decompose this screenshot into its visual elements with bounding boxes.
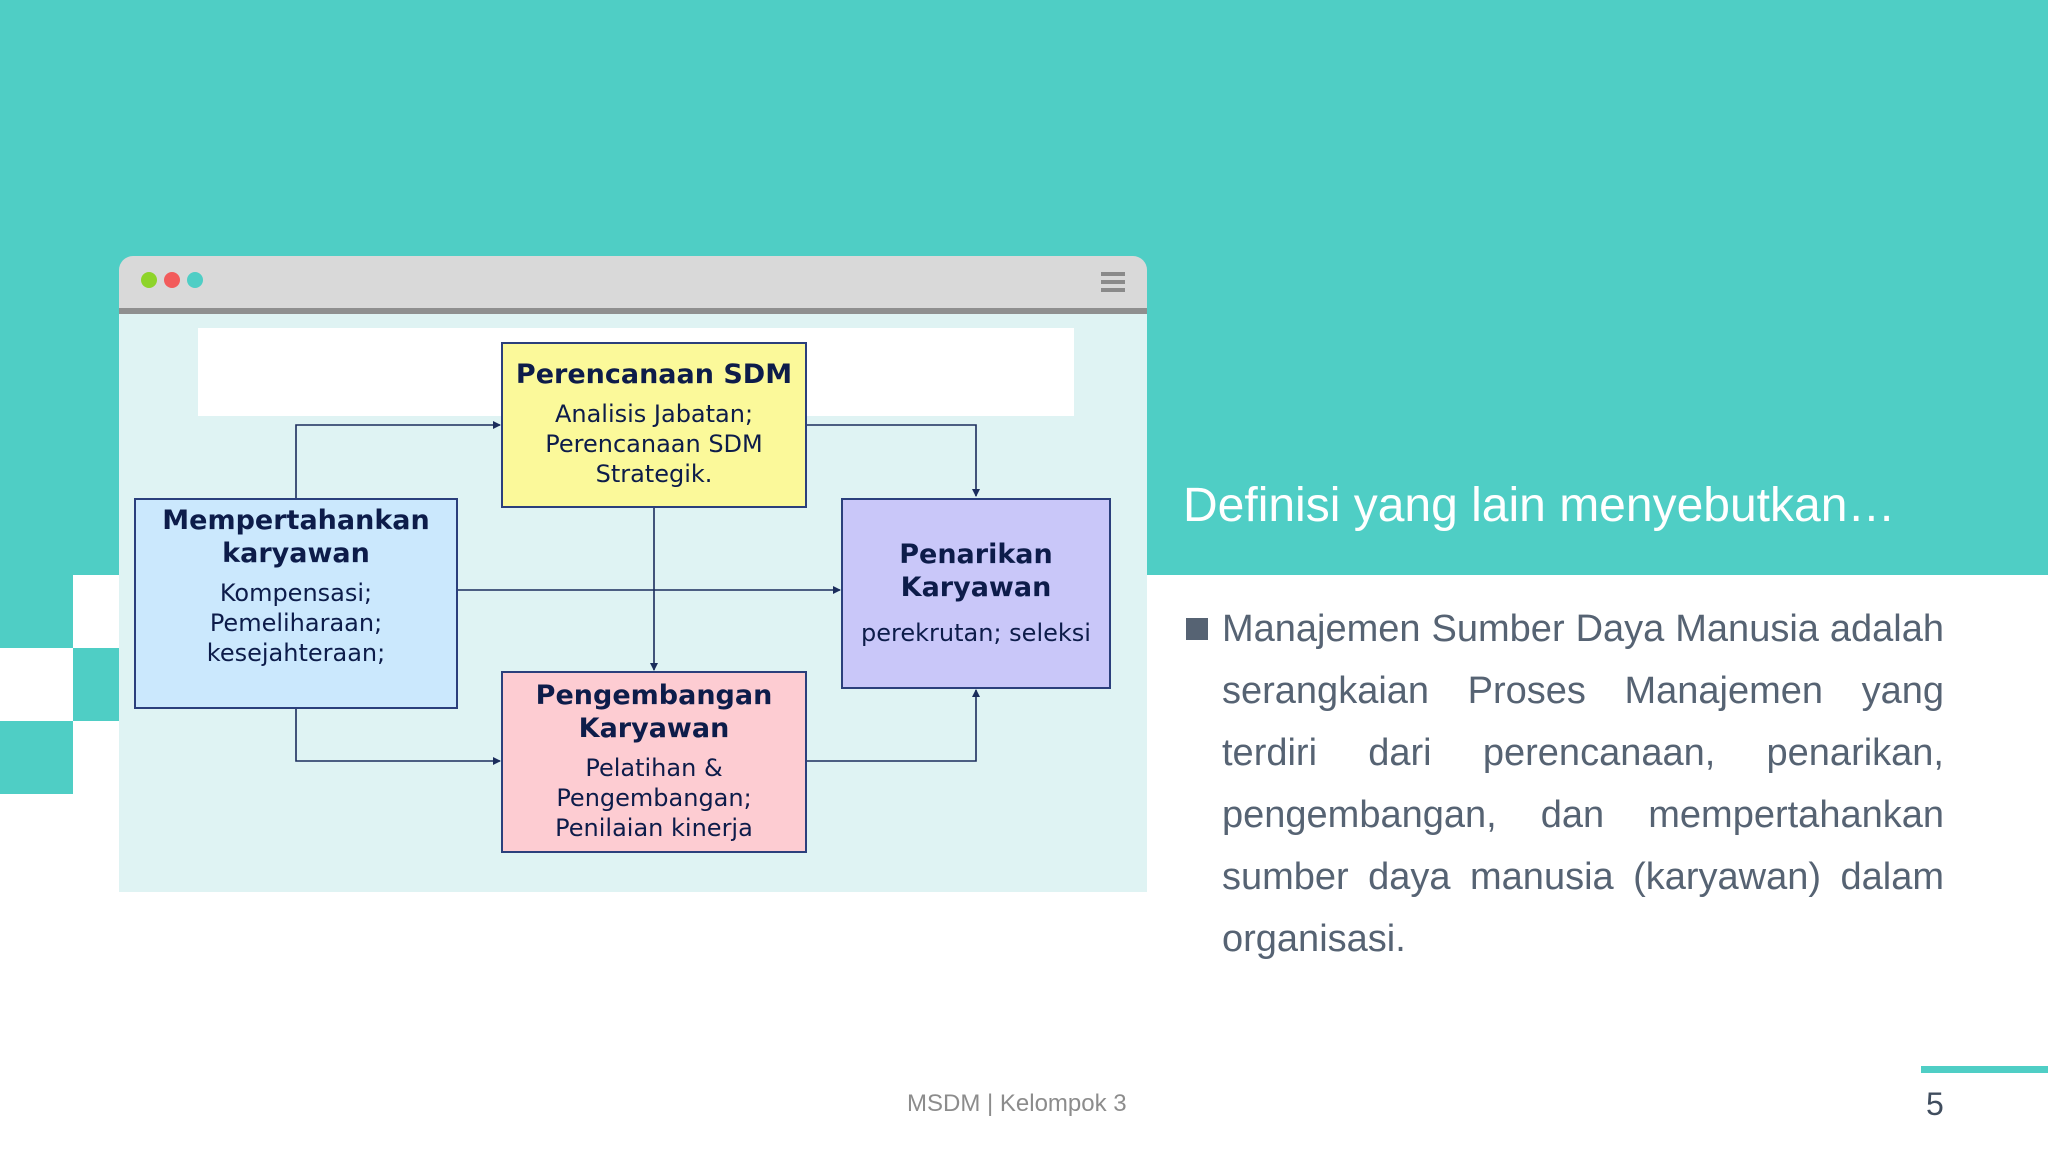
box-description: Kompensasi; Pemeliharaan; kesejahteraan;: [206, 579, 386, 667]
box-perencanaan-sdm: [501, 342, 807, 508]
decor-square: [73, 648, 119, 721]
window-dot-red: [164, 272, 180, 288]
decor-square: [73, 575, 119, 648]
box-pengembangan-karyawan: [501, 671, 807, 853]
page-accent-line: [1921, 1066, 2048, 1073]
browser-window: [119, 256, 1147, 892]
box-penarikan-karyawan: [841, 498, 1111, 689]
box-title: Penarikan Karyawan: [899, 539, 1053, 603]
bullet-square-icon: [1186, 618, 1208, 640]
slide-body-text: Manajemen Sumber Daya Manusia adalah serangkaian Proses Manajemen yang terdiri dari perencanaan, penarikan, pengembangan, dan mempertahankan sumber daya manusia (karyawan) dalam organisasi.: [1222, 608, 1944, 960]
arrow-mempertahankan-to-perencanaan: [296, 425, 500, 498]
hamburger-menu-icon[interactable]: [1101, 270, 1125, 294]
diagram-area: [119, 314, 1147, 892]
box-title: Mempertahankan karyawan: [162, 505, 430, 569]
browser-titlebar: [119, 256, 1147, 308]
slide-heading: Definisi yang lain menyebutkan…: [1183, 479, 1896, 532]
box-title: Pengembangan Karyawan: [535, 680, 773, 744]
box-description: perekrutan; seleksi: [861, 619, 1091, 647]
arrow-pengembangan-penarikan: [806, 690, 976, 761]
window-dot-teal: [187, 272, 203, 288]
arrow-mempertahankan-pengembangan: [296, 708, 500, 761]
box-description: Pelatihan & Pengembangan; Penilaian kinerja: [555, 754, 753, 842]
box-description: Analisis Jabatan; Perencanaan SDM Strategik.: [545, 400, 763, 488]
window-dot-green: [141, 272, 157, 288]
box-mempertahankan-karyawan: [134, 498, 458, 709]
page-number: 5: [1926, 1086, 1944, 1122]
arrow-perencanaan-penarikan: [806, 425, 976, 496]
decor-square: [0, 575, 73, 648]
decor-square: [0, 721, 73, 794]
box-title: Perencanaan SDM: [515, 359, 793, 390]
slide-footer: MSDM | Kelompok 3: [907, 1090, 1127, 1117]
